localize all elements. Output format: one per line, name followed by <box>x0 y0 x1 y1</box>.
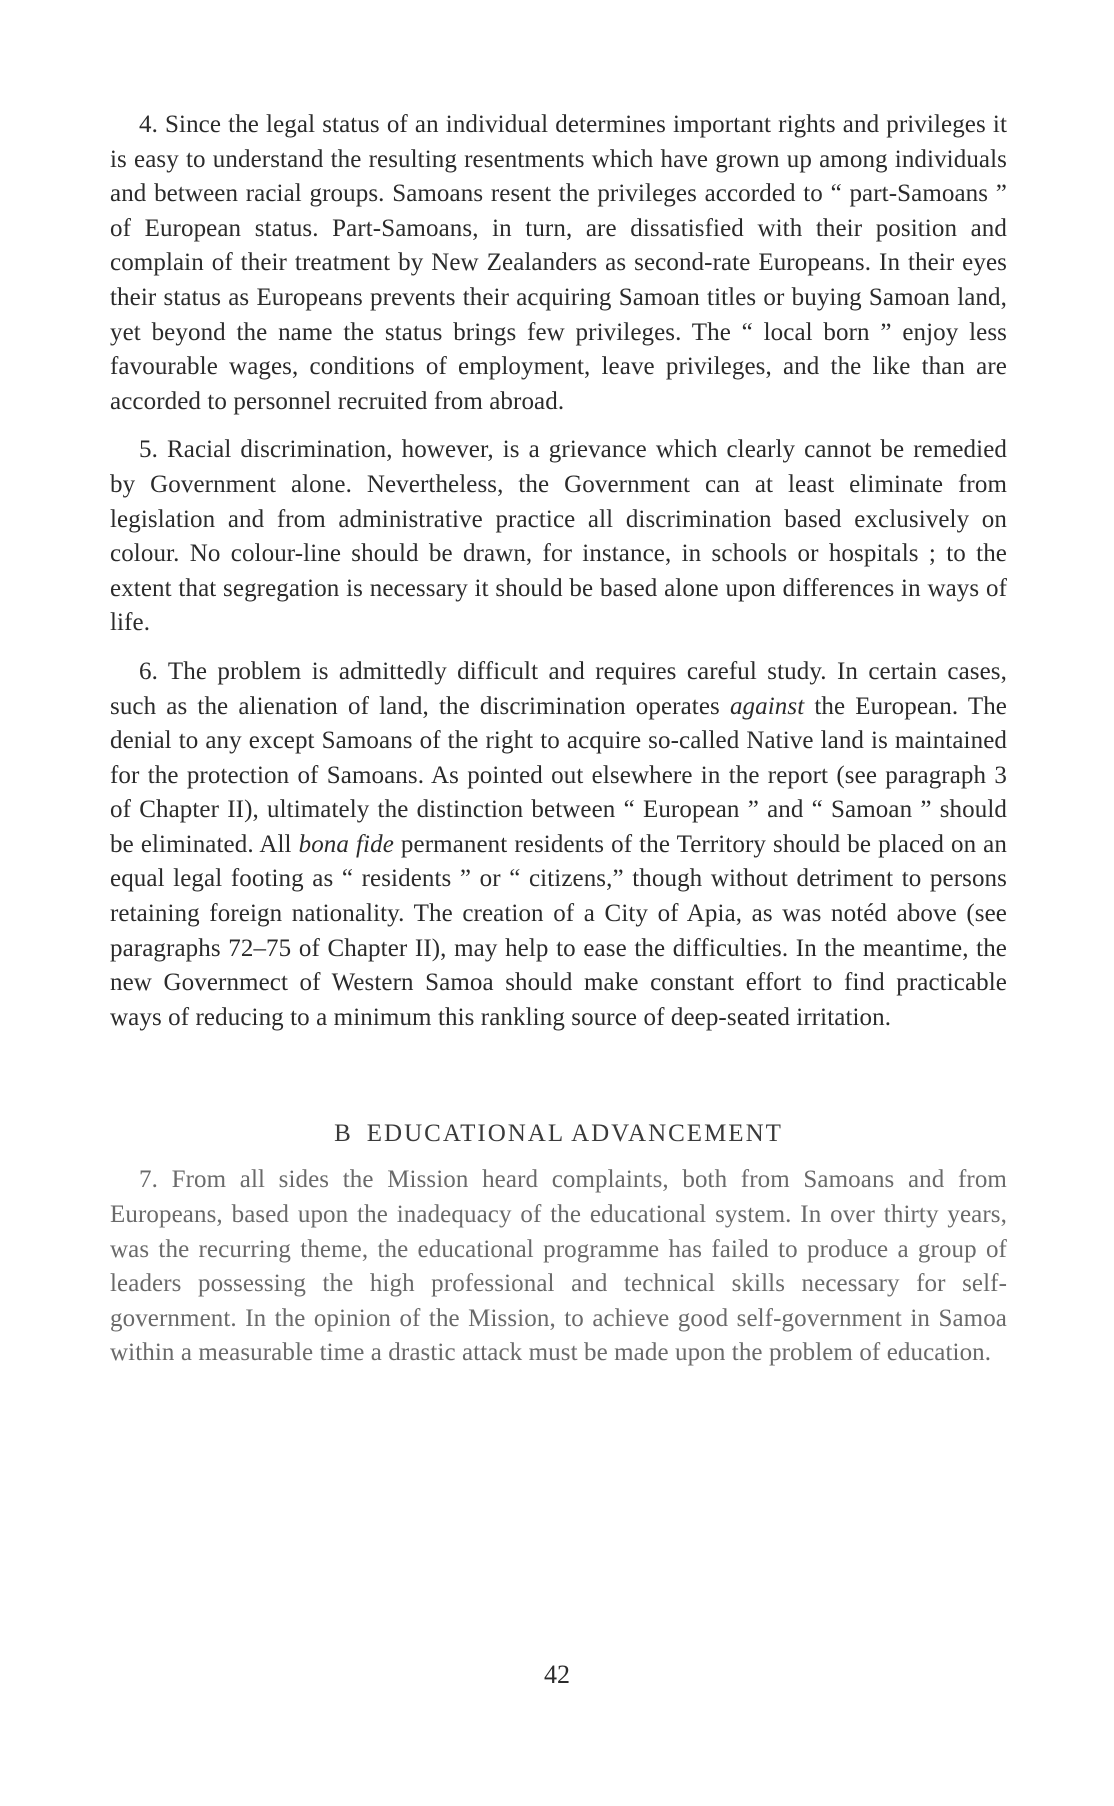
paragraph-5 <box>110 433 1007 641</box>
page-number: 42 <box>544 1660 570 1689</box>
paragraph-text: Racial discrimination, however, is a grievance which clearly cannot be remedied by Government alone. Nevertheless, the Government can at least eliminate from legislation and from administrative practice all discrimination based exclusively on colour. No colour-line should be drawn, for instance, in schools or hospitals ; to the extent that segregation is necessary it should be based alone upon differences in ways of life. <box>110 436 1008 637</box>
paragraph-text: From all sides the Mission heard complaints, both from Samoans and from Europeans, based upon the inadequacy of the educational system. In over thirty years, was the recurring theme, the educational programme has failed to produce a group of leaders possessing the high professional and technical skills necessary for self-government. In the opinion of the Mission, to achieve good self-government in Samoa within a measurable time a drastic attack must be made upon the problem of education. <box>110 1166 1007 1367</box>
paragraph-7 <box>110 1163 1007 1371</box>
paragraph-text: the European. The denial to any except Samoans of the right to acquire so-called Native land is maintained for the protection of Samoans. As pointed out elsewhere in the report (see paragraph 3 of Chapter II), ultimately the distinction between “ European ” and “ Samoan ” should be eliminated. All <box>110 692 1007 858</box>
paragraph-text: permanent residents of the Territory should be placed on an equal legal footing as “ residents ” or “ citizens,” though without detriment to persons retaining foreign nationality. The creation of a City of Apia, as was notéd above (see paragraphs 72–75 of Chapter II), may help to ease the difficulties. In the meantime, the new Governmect of Western Samoa should make constant effort to find practicable ways of reducing to a minimum this rankling source of deep-seated irritation. <box>110 830 1007 1031</box>
section-title: EDUCATIONAL ADVANCEMENT <box>366 1120 783 1148</box>
paragraph-number: 6. <box>139 657 158 685</box>
paragraph-number: 5. <box>139 436 158 464</box>
paragraph-6 <box>110 655 1007 1036</box>
page-body <box>110 108 1007 1371</box>
italic-term-bona-fide: bona fide <box>298 830 394 858</box>
paragraph-4 <box>110 108 1007 419</box>
section-heading <box>110 1117 1007 1151</box>
italic-term-against: against <box>729 692 805 720</box>
paragraph-text: The problem is admittedly difficult and requires careful study. In certain cases, such as the alienation of land, the discrimination operates <box>110 657 1007 720</box>
paragraph-text: Since the legal status of an individual determines important rights and privileges it is easy to understand the resulting resentments which have grown up among individuals and between racial groups. Samoans resent the privileges accorded to “ part-Samoans ” of European status. Part-Samoans, in turn, are dissatisfied with their position and complain of their treatment by New Zealanders as second-rate Europeans. In their eyes their status as Europeans prevents their acquiring Samoan titles or buying Samoan land, yet beyond the name the status brings few privileges. The “ local born ” enjoy less favourable wages, conditions of employment, leave privileges, and the like than are accorded to personnel recruited from abroad. <box>110 111 1007 415</box>
paragraph-number: 7. <box>139 1166 158 1194</box>
paragraph-number: 4. <box>139 111 158 138</box>
section-letter: B <box>334 1120 353 1148</box>
